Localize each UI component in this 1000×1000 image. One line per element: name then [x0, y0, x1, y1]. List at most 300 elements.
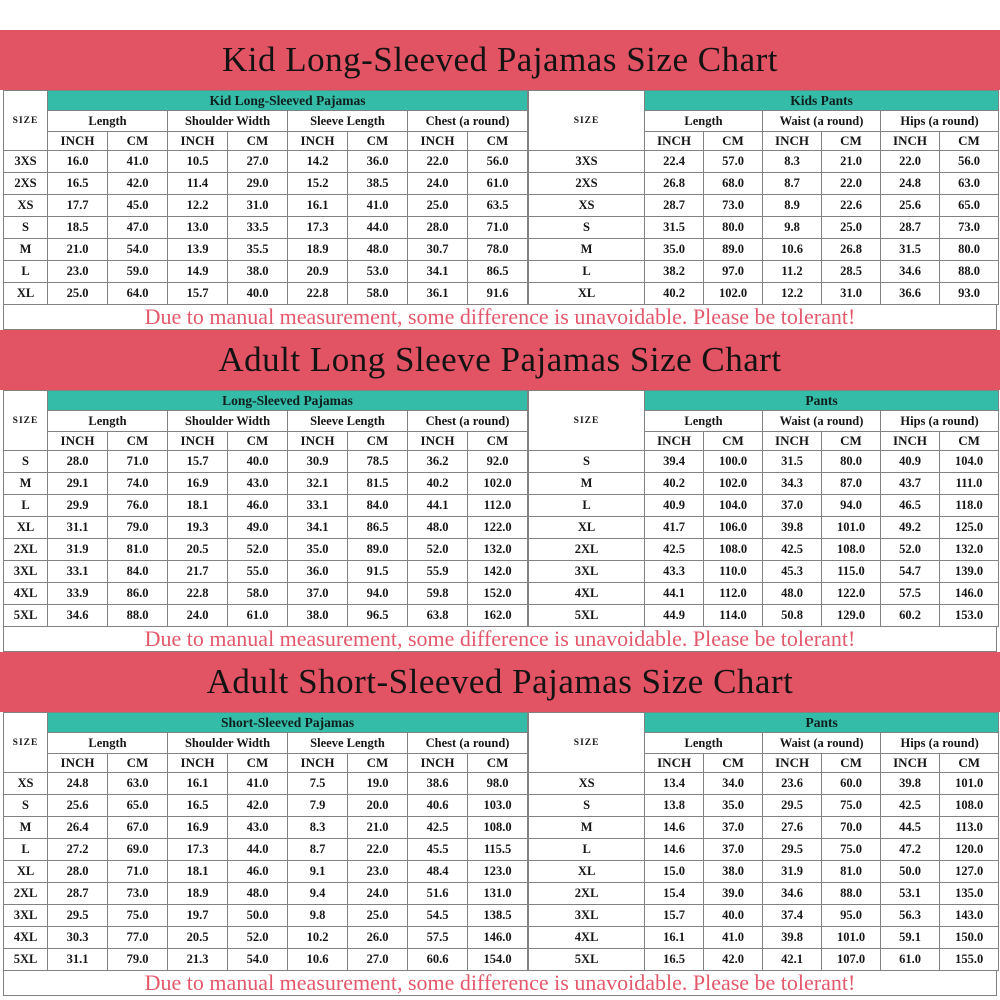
tables-row: [3, 90, 997, 305]
measurement-value: 73.0: [704, 195, 763, 217]
unit-header: CM: [468, 132, 528, 151]
measurement-value: 155.0: [940, 949, 999, 971]
measurement-value: 54.5: [408, 905, 468, 927]
size-value: XL: [4, 517, 48, 539]
unit-header: CM: [228, 432, 288, 451]
size-value: 3XL: [4, 905, 48, 927]
measurement-value: 20.0: [348, 795, 408, 817]
measurement-value: 63.5: [468, 195, 528, 217]
size-value: M: [4, 473, 48, 495]
measurement-value: 45.0: [108, 195, 168, 217]
measurement-value: 98.0: [468, 773, 528, 795]
measurement-value: 11.4: [168, 173, 228, 195]
size-value: S: [4, 451, 48, 473]
disclaimer-text: Due to manual measurement, some difference is unavoidable. Please be tolerant!: [3, 971, 997, 996]
measurement-value: 18.1: [168, 495, 228, 517]
measurement-value: 101.0: [822, 927, 881, 949]
measurement-value: 29.5: [763, 795, 822, 817]
table-row: [4, 795, 528, 817]
measurement-value: 36.0: [288, 561, 348, 583]
measurement-group-header: Shoulder Width: [168, 111, 288, 132]
measurement-value: 8.3: [763, 151, 822, 173]
measurement-value: 18.1: [168, 861, 228, 883]
measurement-value: 81.5: [348, 473, 408, 495]
measurement-value: 146.0: [940, 583, 999, 605]
measurement-value: 22.0: [408, 151, 468, 173]
size-value: XL: [529, 517, 645, 539]
unit-header: INCH: [763, 754, 822, 773]
measurement-value: 22.4: [645, 151, 704, 173]
measurement-value: 42.0: [108, 173, 168, 195]
measurement-value: 13.4: [645, 773, 704, 795]
measurement-value: 18.5: [48, 217, 108, 239]
measurement-group-header: Chest (a round): [408, 733, 528, 754]
measurement-value: 29.9: [48, 495, 108, 517]
measurement-value: 108.0: [468, 817, 528, 839]
unit-header: INCH: [408, 132, 468, 151]
measurement-value: 14.9: [168, 261, 228, 283]
measurement-value: 29.5: [763, 839, 822, 861]
table-row: [4, 283, 528, 305]
measurement-group-header: Length: [645, 733, 763, 754]
table-row: [4, 239, 528, 261]
measurement-value: 38.0: [228, 261, 288, 283]
measurement-value: 75.0: [108, 905, 168, 927]
measurement-value: 75.0: [822, 839, 881, 861]
measurement-value: 31.5: [763, 451, 822, 473]
measurement-value: 40.6: [408, 795, 468, 817]
measurement-value: 22.0: [881, 151, 940, 173]
measurement-value: 39.8: [763, 517, 822, 539]
measurement-value: 9.8: [763, 217, 822, 239]
table-row: [529, 473, 999, 495]
measurement-value: 71.0: [108, 861, 168, 883]
measurement-value: 108.0: [822, 539, 881, 561]
measurement-value: 18.9: [168, 883, 228, 905]
measurement-value: 14.6: [645, 817, 704, 839]
measurement-value: 152.0: [468, 583, 528, 605]
table-band-label: Kid Long-Sleeved Pajamas: [48, 91, 528, 111]
measurement-value: 17.3: [288, 217, 348, 239]
table-row: [4, 905, 528, 927]
table-row: [4, 861, 528, 883]
measurement-value: 91.5: [348, 561, 408, 583]
pants-size-table-slot: [528, 712, 999, 971]
measurement-value: 108.0: [940, 795, 999, 817]
measurement-value: 28.7: [48, 883, 108, 905]
measurement-value: 64.0: [108, 283, 168, 305]
size-value: 4XL: [4, 927, 48, 949]
measurement-value: 37.0: [288, 583, 348, 605]
measurement-value: 34.1: [408, 261, 468, 283]
measurement-value: 16.0: [48, 151, 108, 173]
measurement-value: 49.0: [228, 517, 288, 539]
table-row: [4, 473, 528, 495]
measurement-value: 44.1: [645, 583, 704, 605]
measurement-value: 26.4: [48, 817, 108, 839]
unit-header: INCH: [408, 432, 468, 451]
measurement-value: 41.0: [228, 773, 288, 795]
measurement-value: 43.0: [228, 817, 288, 839]
section-title: Adult Short-Sleeved Pajamas Size Chart: [206, 662, 794, 701]
measurement-value: 76.0: [108, 495, 168, 517]
table-row: [529, 517, 999, 539]
size-column-header: SIZE: [4, 391, 48, 451]
measurement-value: 78.0: [468, 239, 528, 261]
measurement-value: 9.1: [288, 861, 348, 883]
measurement-value: 34.0: [704, 773, 763, 795]
measurement-value: 42.1: [763, 949, 822, 971]
measurement-value: 86.0: [108, 583, 168, 605]
measurement-value: 36.6: [881, 283, 940, 305]
measurement-value: 120.0: [940, 839, 999, 861]
table-row: [4, 773, 528, 795]
size-value: 5XL: [4, 605, 48, 627]
measurement-value: 16.1: [168, 773, 228, 795]
measurement-group-header: Length: [48, 111, 168, 132]
measurement-value: 93.0: [940, 283, 999, 305]
measurement-value: 84.0: [108, 561, 168, 583]
measurement-value: 60.2: [881, 605, 940, 627]
measurement-value: 15.7: [645, 905, 704, 927]
measurement-value: 35.0: [704, 795, 763, 817]
measurement-value: 24.8: [881, 173, 940, 195]
measurement-value: 57.0: [704, 151, 763, 173]
size-value: S: [4, 795, 48, 817]
size-value: 2XS: [529, 173, 645, 195]
size-value: XS: [529, 195, 645, 217]
measurement-value: 14.2: [288, 151, 348, 173]
measurement-value: 52.0: [228, 927, 288, 949]
measurement-value: 91.6: [468, 283, 528, 305]
size-value: 3XL: [529, 905, 645, 927]
measurement-value: 81.0: [108, 539, 168, 561]
measurement-value: 24.0: [348, 883, 408, 905]
table-row: [529, 495, 999, 517]
unit-header: CM: [108, 132, 168, 151]
unit-header: INCH: [408, 754, 468, 773]
measurement-value: 138.5: [468, 905, 528, 927]
measurement-value: 8.3: [288, 817, 348, 839]
table-row: [529, 927, 999, 949]
size-value: XS: [4, 773, 48, 795]
measurement-value: 46.5: [881, 495, 940, 517]
measurement-value: 15.0: [645, 861, 704, 883]
group-header-row: [4, 111, 528, 132]
measurement-value: 31.0: [822, 283, 881, 305]
measurement-value: 42.5: [881, 795, 940, 817]
measurement-value: 114.0: [704, 605, 763, 627]
measurement-value: 40.0: [704, 905, 763, 927]
size-chart-table: [528, 390, 999, 627]
size-value: M: [4, 239, 48, 261]
measurement-value: 129.0: [822, 605, 881, 627]
measurement-value: 50.0: [881, 861, 940, 883]
header-band-row: [4, 91, 528, 111]
measurement-value: 56.3: [881, 905, 940, 927]
measurement-value: 61.0: [468, 173, 528, 195]
unit-header: INCH: [288, 132, 348, 151]
measurement-value: 102.0: [704, 283, 763, 305]
measurement-value: 37.0: [704, 817, 763, 839]
measurement-value: 31.1: [48, 949, 108, 971]
measurement-value: 36.0: [348, 151, 408, 173]
table-row: [529, 605, 999, 627]
pajamas-size-table-slot: [3, 90, 528, 305]
measurement-value: 26.0: [348, 927, 408, 949]
table-row: [4, 561, 528, 583]
table-row: [529, 583, 999, 605]
measurement-value: 10.6: [288, 949, 348, 971]
section-title: Kid Long-Sleeved Pajamas Size Chart: [222, 40, 778, 79]
measurement-value: 39.4: [645, 451, 704, 473]
measurement-value: 22.8: [288, 283, 348, 305]
measurement-value: 40.0: [228, 283, 288, 305]
size-value: 5XL: [529, 605, 645, 627]
size-value: 5XL: [4, 949, 48, 971]
size-value: XL: [4, 861, 48, 883]
measurement-value: 67.0: [108, 817, 168, 839]
measurement-value: 59.1: [881, 927, 940, 949]
measurement-value: 18.9: [288, 239, 348, 261]
table-row: [529, 773, 999, 795]
measurement-value: 154.0: [468, 949, 528, 971]
unit-header: INCH: [881, 432, 940, 451]
size-value: 4XL: [4, 583, 48, 605]
measurement-value: 48.0: [228, 883, 288, 905]
measurement-value: 38.0: [288, 605, 348, 627]
unit-header-row: [4, 132, 528, 151]
section-title-banner: [0, 652, 1000, 712]
measurement-value: 97.0: [704, 261, 763, 283]
measurement-value: 40.9: [881, 451, 940, 473]
header-band-row: [4, 713, 528, 733]
tables-row: [3, 712, 997, 971]
unit-header: INCH: [48, 754, 108, 773]
measurement-value: 56.0: [468, 151, 528, 173]
measurement-value: 54.0: [108, 239, 168, 261]
measurement-value: 32.1: [288, 473, 348, 495]
table-row: [4, 151, 528, 173]
unit-header: INCH: [645, 132, 704, 151]
measurement-value: 13.8: [645, 795, 704, 817]
measurement-value: 25.0: [822, 217, 881, 239]
measurement-value: 36.1: [408, 283, 468, 305]
measurement-value: 15.7: [168, 283, 228, 305]
header-band-row: [4, 391, 528, 411]
table-row: [4, 949, 528, 971]
measurement-value: 42.0: [228, 795, 288, 817]
measurement-value: 7.5: [288, 773, 348, 795]
measurement-value: 37.4: [763, 905, 822, 927]
pants-size-table-slot: [528, 90, 999, 305]
measurement-value: 65.0: [108, 795, 168, 817]
measurement-value: 24.0: [408, 173, 468, 195]
size-value: 2XS: [4, 173, 48, 195]
measurement-value: 20.5: [168, 539, 228, 561]
measurement-value: 44.5: [881, 817, 940, 839]
measurement-group-header: Hips (a round): [881, 411, 999, 432]
measurement-value: 54.7: [881, 561, 940, 583]
size-value: L: [4, 261, 48, 283]
measurement-value: 41.0: [704, 927, 763, 949]
table-row: [529, 861, 999, 883]
measurement-value: 40.2: [645, 283, 704, 305]
measurement-value: 112.0: [704, 583, 763, 605]
table-row: [4, 495, 528, 517]
measurement-value: 15.4: [645, 883, 704, 905]
measurement-value: 86.5: [468, 261, 528, 283]
size-value: L: [4, 495, 48, 517]
measurement-value: 40.9: [645, 495, 704, 517]
measurement-value: 74.0: [108, 473, 168, 495]
measurement-value: 17.7: [48, 195, 108, 217]
table-row: [529, 561, 999, 583]
pajamas-size-table-slot: [3, 390, 528, 627]
measurement-group-header: Length: [645, 111, 763, 132]
measurement-value: 127.0: [940, 861, 999, 883]
table-band-label: Pants: [645, 391, 999, 411]
measurement-value: 31.5: [645, 217, 704, 239]
measurement-group-header: Chest (a round): [408, 411, 528, 432]
measurement-value: 28.0: [408, 217, 468, 239]
measurement-value: 25.6: [48, 795, 108, 817]
section-title-banner: [0, 330, 1000, 390]
unit-header: CM: [348, 432, 408, 451]
measurement-value: 19.7: [168, 905, 228, 927]
measurement-value: 51.6: [408, 883, 468, 905]
measurement-value: 29.1: [48, 473, 108, 495]
measurement-value: 17.3: [168, 839, 228, 861]
measurement-value: 10.2: [288, 927, 348, 949]
measurement-value: 25.0: [48, 283, 108, 305]
measurement-group-header: Waist (a round): [763, 411, 881, 432]
measurement-value: 38.0: [704, 861, 763, 883]
table-row: [4, 173, 528, 195]
measurement-value: 34.6: [763, 883, 822, 905]
measurement-value: 38.6: [408, 773, 468, 795]
measurement-group-header: Waist (a round): [763, 733, 881, 754]
measurement-value: 36.2: [408, 451, 468, 473]
unit-header: CM: [228, 132, 288, 151]
table-row: [529, 949, 999, 971]
table-row: [4, 261, 528, 283]
table-row: [4, 927, 528, 949]
measurement-value: 86.5: [348, 517, 408, 539]
size-value: 2XL: [4, 883, 48, 905]
disclaimer-text: Due to manual measurement, some difference is unavoidable. Please be tolerant!: [3, 305, 997, 330]
measurement-value: 73.0: [940, 217, 999, 239]
unit-header: CM: [940, 754, 999, 773]
table-row: [529, 905, 999, 927]
measurement-group-header: Shoulder Width: [168, 733, 288, 754]
measurement-value: 26.8: [645, 173, 704, 195]
measurement-value: 30.3: [48, 927, 108, 949]
measurement-value: 23.0: [48, 261, 108, 283]
measurement-value: 28.7: [645, 195, 704, 217]
size-value: XS: [529, 773, 645, 795]
measurement-value: 16.5: [645, 949, 704, 971]
measurement-value: 39.8: [881, 773, 940, 795]
size-value: M: [4, 817, 48, 839]
measurement-value: 60.0: [822, 773, 881, 795]
measurement-value: 15.7: [168, 451, 228, 473]
measurement-value: 48.0: [408, 517, 468, 539]
measurement-value: 10.6: [763, 239, 822, 261]
measurement-value: 8.9: [763, 195, 822, 217]
measurement-value: 40.0: [228, 451, 288, 473]
unit-header: INCH: [288, 754, 348, 773]
measurement-value: 12.2: [763, 283, 822, 305]
measurement-value: 21.3: [168, 949, 228, 971]
measurement-value: 43.7: [881, 473, 940, 495]
measurement-value: 88.0: [108, 605, 168, 627]
measurement-group-header: Hips (a round): [881, 733, 999, 754]
size-value: XL: [529, 861, 645, 883]
measurement-value: 8.7: [288, 839, 348, 861]
unit-header: CM: [348, 754, 408, 773]
measurement-value: 113.0: [940, 817, 999, 839]
size-value: M: [529, 239, 645, 261]
table-row: [529, 795, 999, 817]
unit-header: CM: [822, 754, 881, 773]
section-adult-long-sleeve: [0, 330, 1000, 652]
measurement-value: 35.0: [288, 539, 348, 561]
measurement-value: 38.5: [348, 173, 408, 195]
table-row: [4, 217, 528, 239]
measurement-value: 28.5: [822, 261, 881, 283]
measurement-value: 21.0: [48, 239, 108, 261]
section-adult-short-sleeved: [0, 652, 1000, 996]
measurement-value: 21.0: [822, 151, 881, 173]
measurement-value: 115.0: [822, 561, 881, 583]
size-column-header: SIZE: [529, 91, 645, 151]
table-row: [4, 517, 528, 539]
measurement-value: 31.9: [48, 539, 108, 561]
table-row: [529, 839, 999, 861]
measurement-value: 23.0: [348, 861, 408, 883]
pajamas-size-table-slot: [3, 712, 528, 971]
measurement-value: 142.0: [468, 561, 528, 583]
measurement-value: 14.6: [645, 839, 704, 861]
unit-header: INCH: [288, 432, 348, 451]
size-chart-table: [3, 712, 528, 971]
measurement-value: 101.0: [822, 517, 881, 539]
measurement-value: 52.0: [228, 539, 288, 561]
measurement-value: 104.0: [940, 451, 999, 473]
measurement-value: 40.2: [408, 473, 468, 495]
unit-header: CM: [704, 132, 763, 151]
size-value: M: [529, 473, 645, 495]
measurement-value: 61.0: [228, 605, 288, 627]
measurement-value: 94.0: [348, 583, 408, 605]
unit-header: CM: [348, 132, 408, 151]
measurement-value: 47.0: [108, 217, 168, 239]
measurement-value: 16.5: [48, 173, 108, 195]
measurement-value: 33.5: [228, 217, 288, 239]
measurement-value: 34.6: [48, 605, 108, 627]
measurement-value: 41.0: [348, 195, 408, 217]
measurement-value: 25.0: [408, 195, 468, 217]
measurement-value: 95.0: [822, 905, 881, 927]
unit-header: INCH: [763, 132, 822, 151]
measurement-value: 15.2: [288, 173, 348, 195]
measurement-value: 22.6: [822, 195, 881, 217]
table-row: [529, 883, 999, 905]
measurement-value: 103.0: [468, 795, 528, 817]
size-value: 3XS: [529, 151, 645, 173]
measurement-value: 44.0: [348, 217, 408, 239]
